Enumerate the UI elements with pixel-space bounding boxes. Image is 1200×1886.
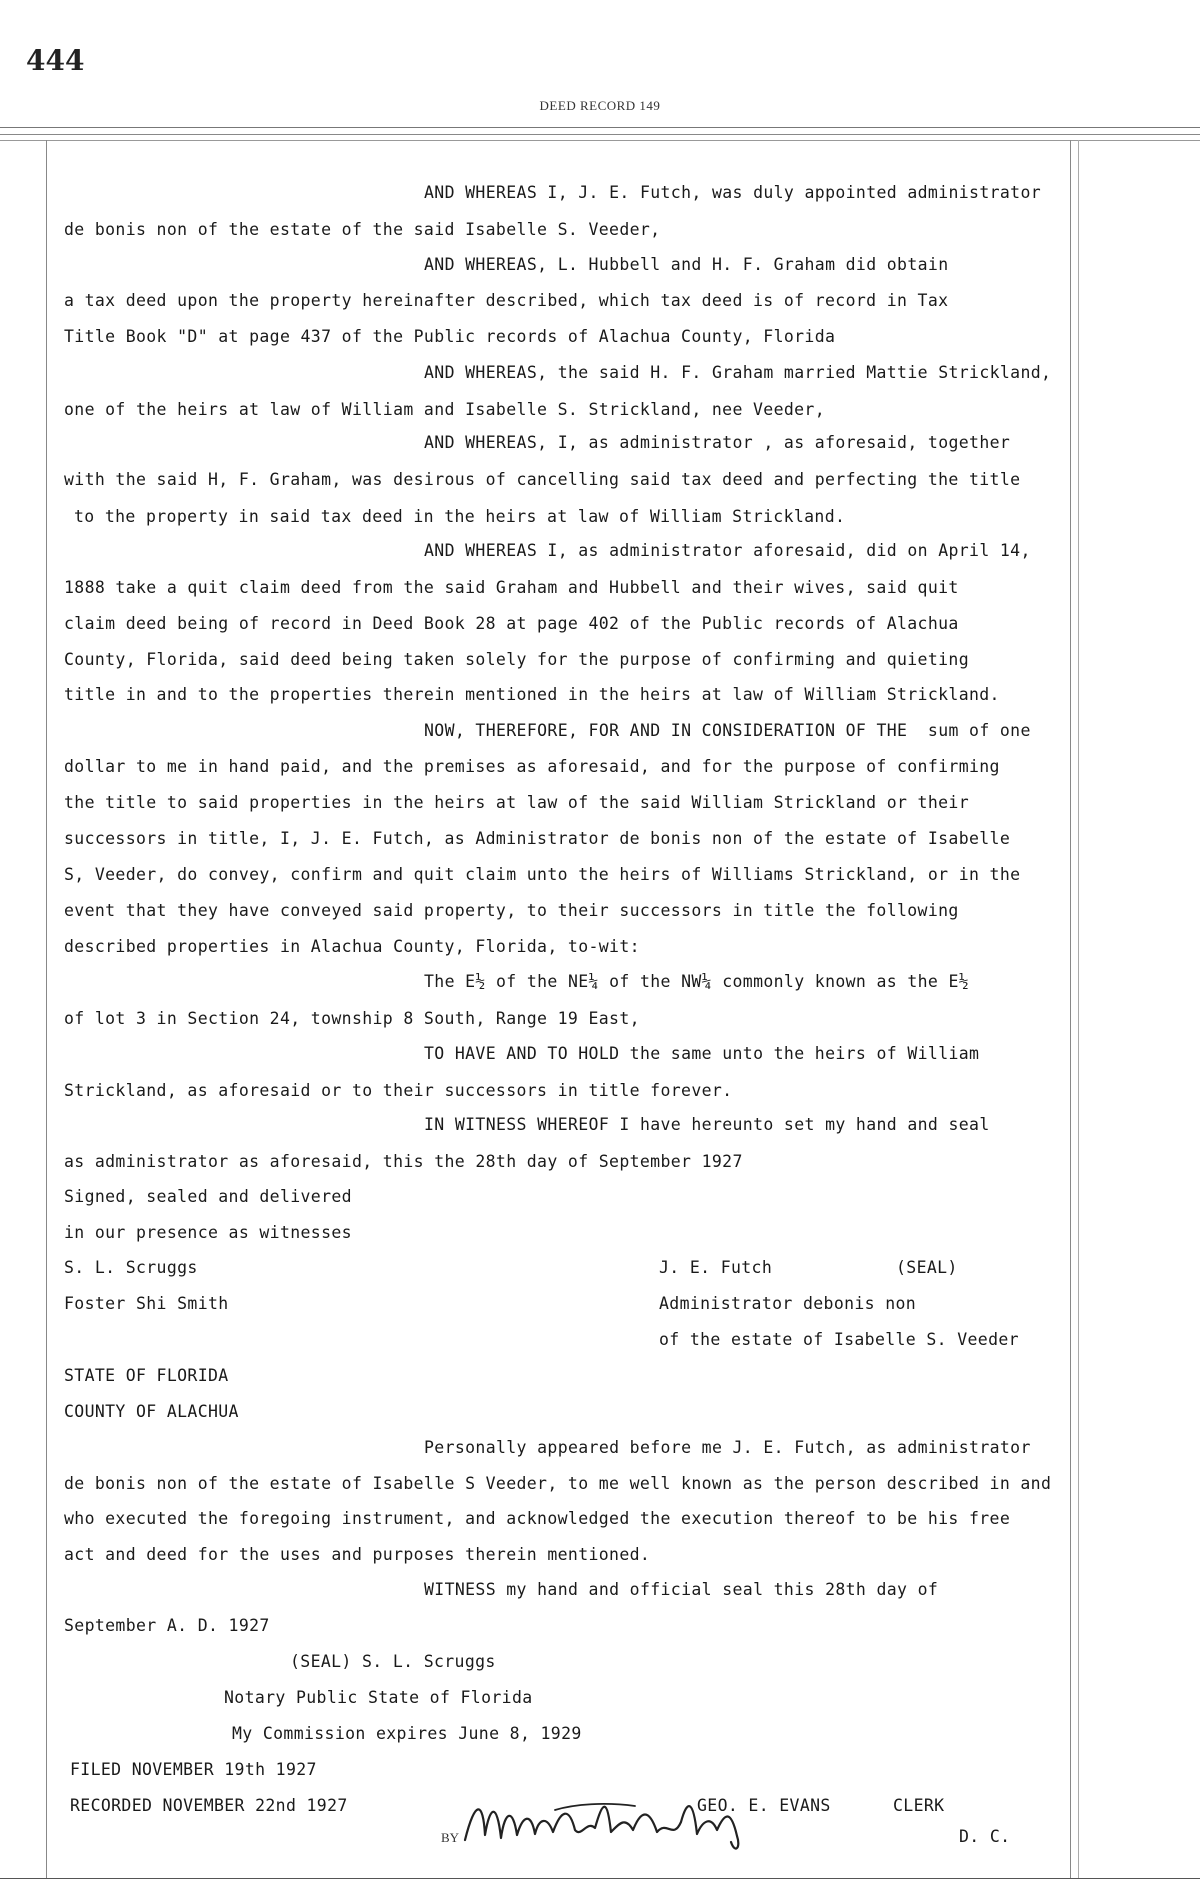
text-line: of lot 3 in Section 24, township 8 South, Range 19 East, [64,1009,640,1028]
text-line: September A. D. 1927 [64,1616,270,1635]
signature-by-label: BY [441,1830,460,1845]
page-number: 444 [26,44,85,77]
text-line: AND WHEREAS I, as administrator aforesaid, did on April 14, [424,541,1031,560]
text-line: STATE OF FLORIDA [64,1366,229,1385]
text-line: de bonis non of the estate of the said Isabelle S. Veeder, [64,220,661,239]
signature-stroke [555,1804,635,1810]
text-line: AND WHEREAS I, J. E. Futch, was duly appointed administrator [424,183,1042,202]
right-margin-line [1070,140,1071,1878]
text-line: AND WHEREAS, L. Hubbell and H. F. Graham did obtain [424,255,949,274]
text-line: Title Book "D" at page 437 of the Public records of Alachua County, Florida [64,327,836,346]
text-line: Signed, sealed and delivered [64,1187,352,1206]
grantor-title: of the estate of Isabelle S. Veeder [659,1330,1019,1349]
text-line: AND WHEREAS, the said H. F. Graham married Mattie Strickland, [424,363,1052,382]
filed-line: FILED NOVEMBER 19th 1927 [70,1760,317,1779]
handwritten-signature [435,1780,805,1860]
text-line: one of the heirs at law of William and Isabelle S. Strickland, nee Veeder, [64,400,826,419]
footer-rule [0,1878,1200,1879]
text-line: title in and to the properties therein mentioned in the heirs at law of William Strickland. [64,685,1000,704]
notary-title: Notary Public State of Florida [224,1688,533,1707]
text-line: de bonis non of the estate of Isabelle S Veeder, to me well known as the person described in and [64,1474,1052,1493]
seal-label: (SEAL) [896,1258,958,1277]
text-line: County, Florida, said deed being taken solely for the purpose of confirming and quieting [64,650,969,669]
right-margin-line [1078,140,1079,1878]
text-line: event that they have conveyed said property, to their successors in title the following [64,901,959,920]
text-line: Personally appeared before me J. E. Futch, as administrator [424,1438,1031,1457]
text-line: the title to said properties in the heirs at law of the said William Strickland or their [64,793,969,812]
deputy-clerk-label: D. C. [959,1827,1011,1846]
text-line: COUNTY OF ALACHUA [64,1402,239,1421]
notary-name: (SEAL) S. L. Scruggs [290,1652,496,1671]
text-line: in our presence as witnesses [64,1223,352,1242]
grantor-name: J. E. Futch [659,1258,773,1277]
text-line: WITNESS my hand and official seal this 28th day of [424,1580,939,1599]
record-title: DEED RECORD 149 [539,98,661,113]
recorded-line: RECORDED NOVEMBER 22nd 1927 [70,1796,348,1815]
witness-name: S. L. Scruggs [64,1258,198,1277]
witness-name: Foster Shi Smith [64,1294,229,1313]
text-line: to the property in said tax deed in the heirs at law of William Strickland. [74,507,846,526]
text-line: as administrator as aforesaid, this the 28th day of September 1927 [64,1152,743,1171]
header-rule [0,140,1200,141]
text-line: AND WHEREAS, I, as administrator , as aforesaid, together [424,433,1011,452]
text-line: NOW, THEREFORE, FOR AND IN CONSIDERATION OF THE sum of one [424,721,1031,740]
text-line: successors in title, I, J. E. Futch, as Administrator de bonis non of the estate of Isabelle [64,829,1011,848]
text-line: dollar to me in hand paid, and the premises as aforesaid, and for the purpose of confirming [64,757,1000,776]
text-line: S, Veeder, do convey, confirm and quit claim unto the heirs of Williams Strickland, or in the [64,865,1021,884]
text-line: a tax deed upon the property hereinafter described, which tax deed is of record in Tax [64,291,949,310]
text-line: described properties in Alachua County, Florida, to-wit: [64,937,640,956]
notary-commission: My Commission expires June 8, 1929 [232,1724,582,1743]
text-line: act and deed for the uses and purposes therein mentioned. [64,1545,651,1564]
clerk-name: GEO. E. EVANS [697,1796,831,1815]
text-line: TO HAVE AND TO HOLD the same unto the heirs of William [424,1044,980,1063]
header-rule [0,127,1200,128]
text-line: The E½ of the NE¼ of the NW¼ commonly known as the E½ [424,972,970,991]
text-line: claim deed being of record in Deed Book 28 at page 402 of the Public records of Alachua [64,614,959,633]
text-line: 1888 take a quit claim deed from the said Graham and Hubbell and their wives, said quit [64,578,959,597]
header-rule [0,134,1200,135]
signature-stroke [465,1806,738,1848]
clerk-title: CLERK [893,1796,945,1815]
text-line: IN WITNESS WHEREOF I have hereunto set my hand and seal [424,1115,990,1134]
text-line: Strickland, as aforesaid or to their successors in title forever. [64,1081,733,1100]
text-line: with the said H, F. Graham, was desirous of cancelling said tax deed and perfecting the title [64,470,1021,489]
grantor-title: Administrator debonis non [659,1294,917,1313]
text-line: who executed the foregoing instrument, and acknowledged the execution thereof to be his free [64,1509,1011,1528]
left-margin-line [46,140,47,1878]
